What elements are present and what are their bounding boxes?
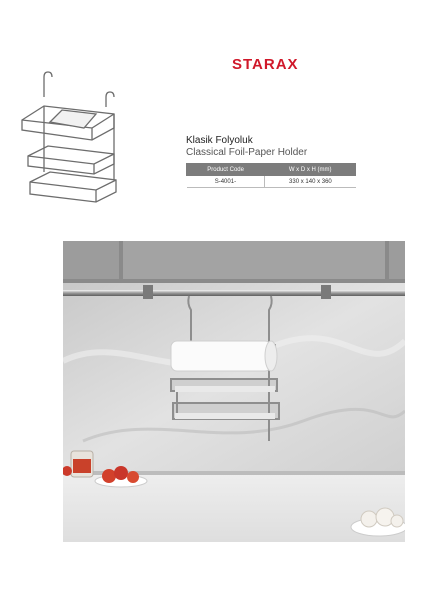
product-photo bbox=[63, 241, 405, 542]
spec-header-row bbox=[187, 164, 356, 176]
brand-logo bbox=[232, 56, 299, 73]
spec-cell-code: S-4001- bbox=[187, 176, 265, 188]
spec-table bbox=[186, 163, 356, 188]
product-title-tr: Klasik Folyoluk bbox=[186, 135, 253, 146]
table-row bbox=[187, 176, 356, 188]
product-title-en: Classical Foil-Paper Holder bbox=[186, 147, 308, 158]
spec-header-code: Product Code bbox=[187, 164, 265, 176]
spec-header-dimensions: W x D x H (mm) bbox=[265, 164, 356, 176]
spec-cell-dimensions: 330 x 140 x 360 bbox=[265, 176, 356, 188]
product-drawing bbox=[14, 70, 126, 210]
brand-name: STARAX bbox=[232, 56, 299, 73]
